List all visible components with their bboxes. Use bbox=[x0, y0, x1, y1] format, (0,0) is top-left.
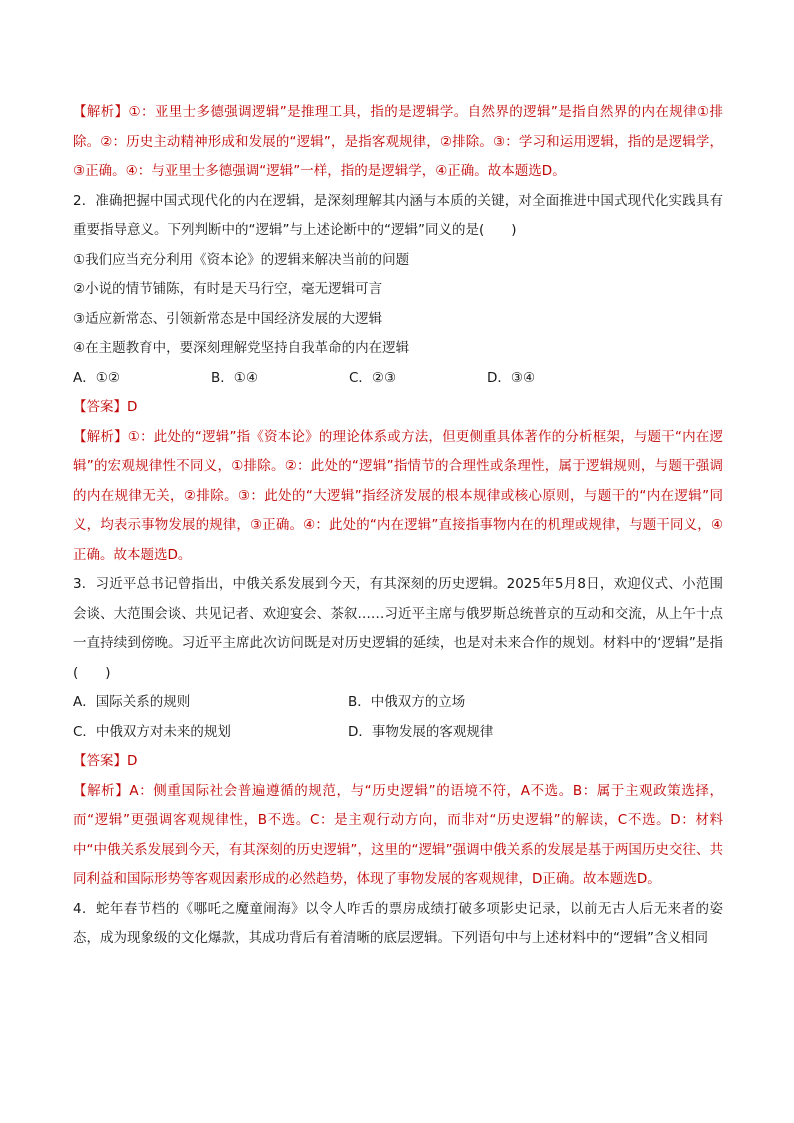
q2-option-a: A．①② bbox=[73, 369, 120, 386]
q2-item-2: ②小说的情节铺陈，有时是天马行空，毫无逻辑可言 bbox=[73, 281, 383, 297]
q4-stem: 4．蛇年春节档的《哪吒之魔童闹海》以令人咋舌的票房成绩打破多项影史记录，以前无古人后无来者的姿态，成为现象级的文化爆款，其成功背后有着清晰的底层逻辑。下列语句中与上述材料中的“逻辑”含义相同 bbox=[73, 900, 723, 946]
q2-analysis: 【解析】①：此处的“逻辑”指《资本论》的理论体系或方法，但更侧重具体著作的分析框架，与题干“内在逻辑”的宏观规律性不同义，①排除。②：此处的“逻辑”指情节的合理性或条理性，属于逻辑规则，与题干强调的内在规律无关，②排除。③：此处的“大逻辑”指经济发展的根本规律或核心原则，与题干的“内在逻辑”同义，均表示事物发展的规律，③正确。④：此处的“内在逻辑”直接指事物内在的机理或规律，与题干同义，④正确。故本题选D。 bbox=[73, 428, 724, 563]
analysis-label: 【解析】 bbox=[73, 104, 129, 120]
q3-option-b: B．中俄双方的立场 bbox=[348, 694, 466, 710]
q3-options bbox=[73, 688, 723, 747]
q2-option-c: C．②③ bbox=[349, 369, 397, 386]
q1-analysis: 【解析】①：亚里士多德强调逻辑”是推理工具，指的是逻辑学。自然界的逻辑”是指自然界的内在规律①排除。②：历史主动精神形成和发展的“逻辑”，是指客观规律，②排除。③：学习和运用逻辑，指的是逻辑学，③正确。④：与亚里士多德强调“逻辑”一样，指的是逻辑学，④正确。故本题选D。 bbox=[73, 104, 723, 179]
q3-analysis: 【解析】A：侧重国际社会普遍遵循的规范，与“历史逻辑”的语境不符，A不选。B：属于主观政策选择，而“逻辑”更强调客观规律性，B不选。C：是主观行动方向，而非对“历史逻辑”的解读，C不选。D：材料中“中俄关系发展到今天，有其深刻的历史逻辑”，这里的“逻辑”强调中俄关系的发展是基于两国历史交往、共同利益和国际形势等客观因素形成的必然趋势，体现了事物发展的客观规律，D正确。故本题选D。 bbox=[73, 782, 724, 887]
q2-option-d: D．③④ bbox=[487, 369, 536, 386]
q2-option-b: B．①④ bbox=[211, 369, 258, 386]
q2-options bbox=[73, 364, 723, 394]
document-page bbox=[73, 98, 723, 954]
q3-stem: 3．习近平总书记曾指出，中俄关系发展到今天，有其深刻的历史逻辑。2025年5月8日，欢迎仪式、小范围会谈、大范围会谈、共见记者、欢迎宴会、茶叙……习近平主席与俄罗斯总统普京的互动和交流，从上午十点一直持续到傍晚。习近平主席此次访问既是对历史逻辑的延续，也是对未来合作的规划。材料中的‘逻辑”是指( ) bbox=[73, 576, 723, 681]
q2-item-1: ①我们应当充分利用《资本论》的逻辑来解决当前的问题 bbox=[73, 251, 410, 268]
q2-answer: 【答案】D bbox=[73, 399, 138, 415]
q3-option-a: A．国际关系的规则 bbox=[73, 694, 191, 710]
q3-option-c: C．中俄双方对未来的规划 bbox=[73, 723, 231, 740]
q3-answer: 【答案】D bbox=[73, 753, 138, 769]
q2-item-4: ④在主题教育中，要深刻理解党坚持自我革命的内在逻辑 bbox=[73, 340, 410, 356]
q3-option-d: D．事物发展的客观规律 bbox=[348, 723, 494, 740]
q2-stem: 2．准确把握中国式现代化的内在逻辑，是深刻理解其内涵与本质的关键，对全面推进中国式现代化实践具有重要指导意义。下列判断中的“逻辑”与上述论断中的“逻辑”同义的是( ) bbox=[73, 192, 723, 238]
q2-item-3: ③适应新常态、引领新常态是中国经济发展的大逻辑 bbox=[73, 310, 383, 327]
